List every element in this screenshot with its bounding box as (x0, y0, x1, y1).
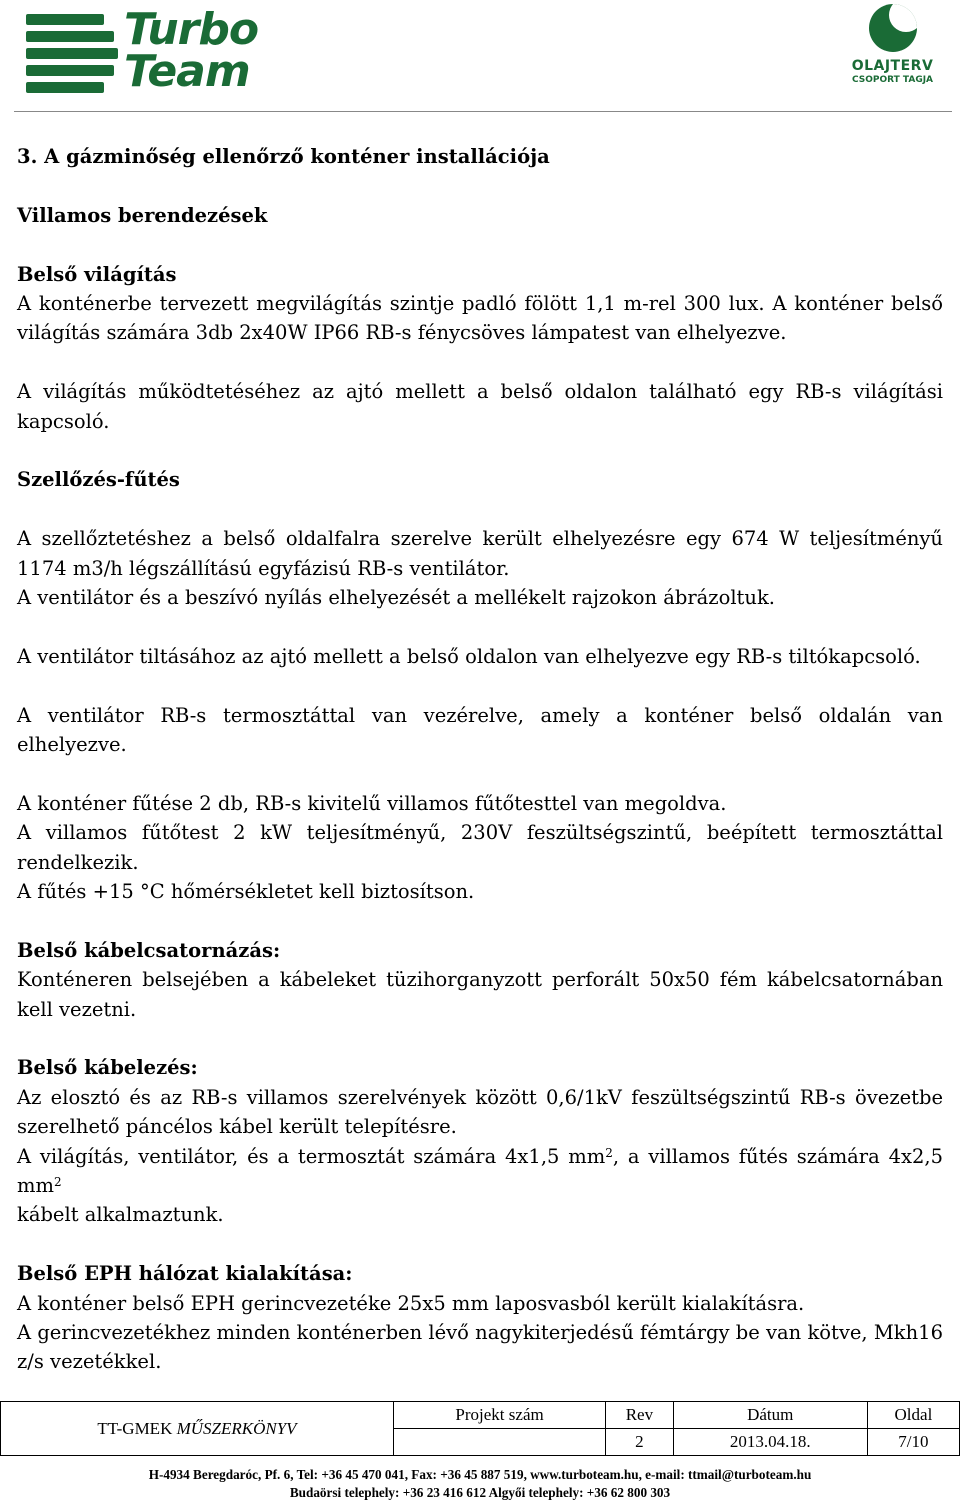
ventilation-paragraph-1: A szellőztetéshez a belső oldalfalra szerelve került elhelyezésre egy 674 W teljesítményű 1174 m3/h légszállítású egyfázisú RB-s ventilátor. (17, 527, 943, 580)
cabling-paragraph-3: kábelt alkalmaztunk. (17, 1203, 224, 1227)
ventilation-paragraph-2: A ventilátor és a beszívó nyílás elhelyezését a mellékelt rajzokon ábrázoltuk. (17, 586, 775, 610)
footer-line-1: H-4934 Beregdaróc, Pf. 6, Tel: +36 45 470 041, Fax: +36 45 887 519, www.turboteam.hu, e-mail: ttmail@turboteam.hu (148, 1467, 812, 1482)
lighting-title: Belső világítás (17, 262, 177, 286)
lighting-paragraph-2: A világítás működtetéséhez az ajtó mellett a belső oldalon található egy RB-s világítási kapcsoló. (17, 380, 943, 433)
header-rev: Rev (606, 1402, 673, 1429)
eph-paragraph-2: A gerincvezetékhez minden konténerben lévő nagykiterjedésű fémtárgy be van kötve, Mkh16 z/s vezetékkel. (17, 1321, 943, 1374)
olajterv-logo (845, 4, 940, 90)
header-project-number: Projekt szám (394, 1402, 606, 1429)
cabling-paragraph-1: Az elosztó és az RB-s villamos szerelvények között 0,6/1kV feszültségszintű RB-s övezetbe szerelhető páncélos kábel került telepítésre. (17, 1085, 943, 1139)
value-page: 7/10 (867, 1429, 959, 1456)
footer-line-2: Budaörsi telephely: +36 23 416 612 Algyői telephely: +36 62 800 303 (289, 1485, 671, 1500)
header-divider (14, 111, 952, 112)
lighting-paragraph-1: A konténerbe tervezett megvilágítás szintje padló fölött 1,1 m-rel 300 lux. A konténer belső világítás számára 3db 2x40W IP66 RB-s fénycsöves lámpatest van elhelyezve. (17, 292, 943, 345)
olajterv-name: OLAJTERV (851, 58, 934, 74)
ventilation-paragraph-6: A villamos fűtőtest 2 kW teljesítményű, 230V feszültségszintű, beépített termosztáttal rendelkezik. (17, 821, 943, 874)
ventilation-paragraph-5: A konténer fűtése 2 db, RB-s kivitelű villamos fűtőtesttel van megoldva. (17, 791, 727, 815)
olajterv-mark-icon (869, 4, 917, 52)
eph-paragraph-1: A konténer belső EPH gerincvezetéke 25x5 mm laposvasból került kialakításra. (17, 1291, 805, 1315)
cabling-title: Belső kábelezés: (17, 1056, 198, 1080)
ventilation-paragraph-4: A ventilátor RB-s termosztáttal van vezérelve, amely a konténer belső oldalán van elhelyezve. (17, 703, 943, 757)
section-subheading: Villamos berendezések (17, 203, 268, 227)
superscript: 2 (605, 1145, 613, 1160)
document-name: MŰSZERKÖNYV (176, 1418, 297, 1438)
ventilation-title: Szellőzés-fűtés (17, 468, 180, 492)
value-date: 2013.04.18. (673, 1429, 867, 1456)
ventilation-paragraph-7: A fűtés +15 °C hőmérsékletet kell biztosítson. (17, 880, 475, 904)
document-title-cell (1, 1402, 394, 1456)
header-date: Dátum (673, 1402, 867, 1429)
turbo-team-stripes-icon (26, 14, 118, 94)
logo-text-line2: Team (124, 46, 250, 97)
cable-tray-title: Belső kábelcsatornázás: (17, 938, 281, 962)
cabling-paragraph-2 (17, 1142, 943, 1201)
turbo-team-logo (26, 4, 326, 97)
header-page: Oldal (867, 1402, 959, 1429)
section-heading: 3. A gázminőség ellenőrző konténer installációja (17, 145, 550, 168)
value-rev: 2 (606, 1429, 673, 1456)
footer-info-table (0, 1401, 960, 1456)
footer-contact (0, 1466, 960, 1502)
document-code: TT-GMEK (97, 1418, 177, 1438)
cabling-text-a: A világítás, ventilátor, és a termosztát számára 4x1,5 mm (17, 1144, 606, 1168)
cable-tray-paragraph: Konténeren belsejében a kábeleket tüzihorganyzott perforált 50x50 fém kábelcsatornában kell vezetni. (17, 968, 943, 1021)
eph-title: Belső EPH hálózat kialakítása: (17, 1262, 353, 1286)
ventilation-paragraph-3: A ventilátor tiltásához az ajtó mellett a belső oldalon van elhelyezve egy RB-s tiltókapcsoló. (17, 644, 921, 668)
document-body (17, 142, 943, 1377)
value-project-number (394, 1429, 606, 1456)
cabling-text-b: , a villamos fűtés számára 4x2,5 mm (17, 1144, 944, 1198)
olajterv-subtitle: CSOPORT TAGJA (851, 75, 934, 85)
logo-text-line1: Turbo (124, 4, 259, 55)
superscript: 2 (53, 1175, 62, 1190)
